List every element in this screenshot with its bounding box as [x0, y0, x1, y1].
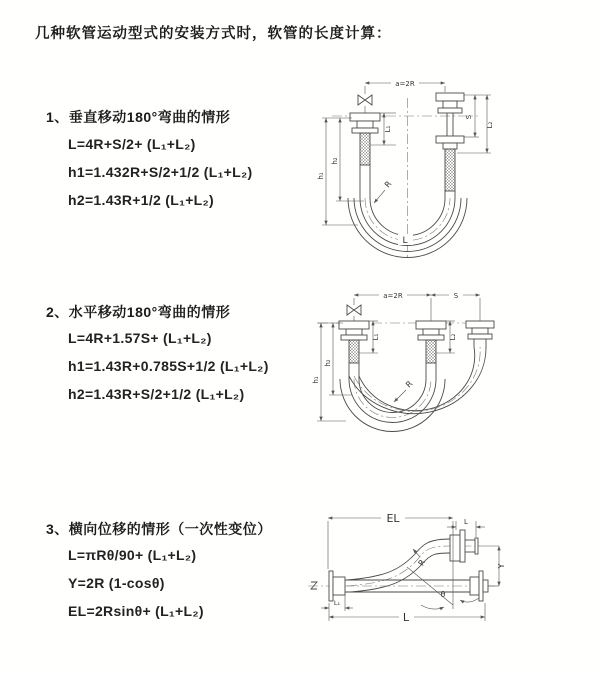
section-1-heading: 1、垂直移动180°弯曲的情形 [46, 109, 231, 125]
section-1-formula-L: L=4R+S/2+ (L₁+L₂) [68, 136, 196, 152]
dim-h2-label: h₂ [331, 157, 339, 165]
radius-leader [394, 390, 406, 402]
dim-a2r-label: a=2R [395, 80, 415, 88]
left-flange [350, 113, 380, 121]
dim-h1-label: h₁ [312, 376, 320, 384]
mid-flange [416, 321, 446, 329]
upper-flange-plate [460, 530, 465, 562]
left-flange [339, 321, 369, 329]
right-flange-lower-neck [443, 143, 457, 149]
valve-icon [347, 305, 361, 315]
left-braid-section [349, 340, 359, 363]
dim-S-label: S [453, 292, 459, 300]
angle-arrow-right [460, 598, 479, 602]
mid-flange-collar [418, 335, 444, 340]
section-3-heading: 3、横向位移的情形（一次性变位） [46, 521, 272, 537]
left-flange-collar [352, 128, 378, 133]
dim-h2-label: h₂ [324, 359, 332, 367]
hose-displaced-inner [359, 347, 475, 411]
diagram-vertical-180-bend [308, 73, 598, 263]
dim-L2-label: L₂ [449, 333, 457, 341]
right-flange-stub [483, 580, 488, 592]
diagram-lateral-displacement [303, 497, 598, 665]
angle-label: θ [440, 590, 446, 599]
dim-L1-label: L₁ [384, 125, 392, 133]
page-title: 几种软管运动型式的安装方式时，软管的长度计算： [35, 26, 392, 42]
diagram-horizontal-180-bend [298, 283, 598, 458]
dim-L-label: L [402, 611, 410, 624]
left-flange-neck [346, 329, 362, 335]
angle-arrow-left [421, 605, 444, 609]
right-flange-hub [470, 577, 479, 595]
section-1-formula-h1: h1=1.432R+S/2+1/2 (L₁+L₂) [68, 164, 253, 180]
right-flange-plate [479, 571, 483, 601]
right-flange [466, 321, 494, 328]
right-flange-upper-collar [438, 108, 462, 113]
valve-icon [358, 95, 372, 105]
angle-radius-line [407, 567, 453, 605]
left-flange-hub [333, 577, 345, 595]
section-2-formula-h2: h2=1.43R+S/2+1/2 (L₁+L₂) [68, 386, 245, 402]
section-2-heading: 2、水平移动180°弯曲的情形 [46, 304, 231, 320]
upper-stub-cap [475, 538, 478, 554]
section-3-formula-L: L=πRθ/90+ (L₁+L₂) [68, 547, 197, 563]
right-flange-neck [472, 328, 488, 334]
left-flange-neck [357, 121, 373, 128]
right-flange-lower [436, 136, 464, 143]
right-flange-upper [436, 93, 464, 101]
section-3-formula-EL: EL=2Rsinθ+ (L₁+L₂) [68, 603, 204, 619]
radius-label: R [382, 179, 394, 190]
dim-S-label: S [465, 114, 473, 120]
dim-EL-label: EL [386, 512, 400, 525]
dim-L1-label: L₁ [333, 599, 341, 607]
dim-L1-label: L₁ [372, 333, 380, 341]
hose-inner-wall [359, 379, 426, 413]
radius-label: R [416, 558, 428, 568]
left-flange-collar [341, 335, 367, 340]
right-flange-upper-neck [443, 101, 457, 108]
section-1-formula-h2: h2=1.43R+1/2 (L₁+L₂) [68, 192, 215, 208]
dim-Y-label: Y [497, 563, 506, 569]
mid-flange-neck [423, 329, 439, 335]
dim-a2r-label: a=2R [383, 292, 403, 300]
dim-L2-label: L₂ [486, 121, 494, 129]
radius-leader [374, 190, 385, 203]
mid-braid-section [426, 340, 436, 363]
length-label: L [402, 236, 408, 246]
left-flange-plate [329, 571, 333, 601]
radius-leader [413, 549, 420, 557]
left-braid-section [360, 133, 370, 165]
upper-flange-hub [450, 535, 460, 561]
section-2-formula-h1: h1=1.43R+0.785S+1/2 (L₁+L₂) [68, 358, 269, 374]
hose-outer-wall [349, 379, 436, 423]
dim-Lfit-label: L [464, 518, 468, 526]
radius-label: R [404, 379, 415, 390]
section-2-formula-L: L=4R+1.57S+ (L₁+L₂) [68, 330, 212, 346]
break-mark [311, 582, 317, 589]
right-braid-section [445, 149, 455, 191]
section-3-formula-Y: Y=2R (1-cosθ) [68, 575, 165, 591]
hose-top-wall [347, 539, 450, 580]
dim-h1-label: h₁ [317, 172, 325, 180]
right-flange-collar [468, 334, 492, 339]
